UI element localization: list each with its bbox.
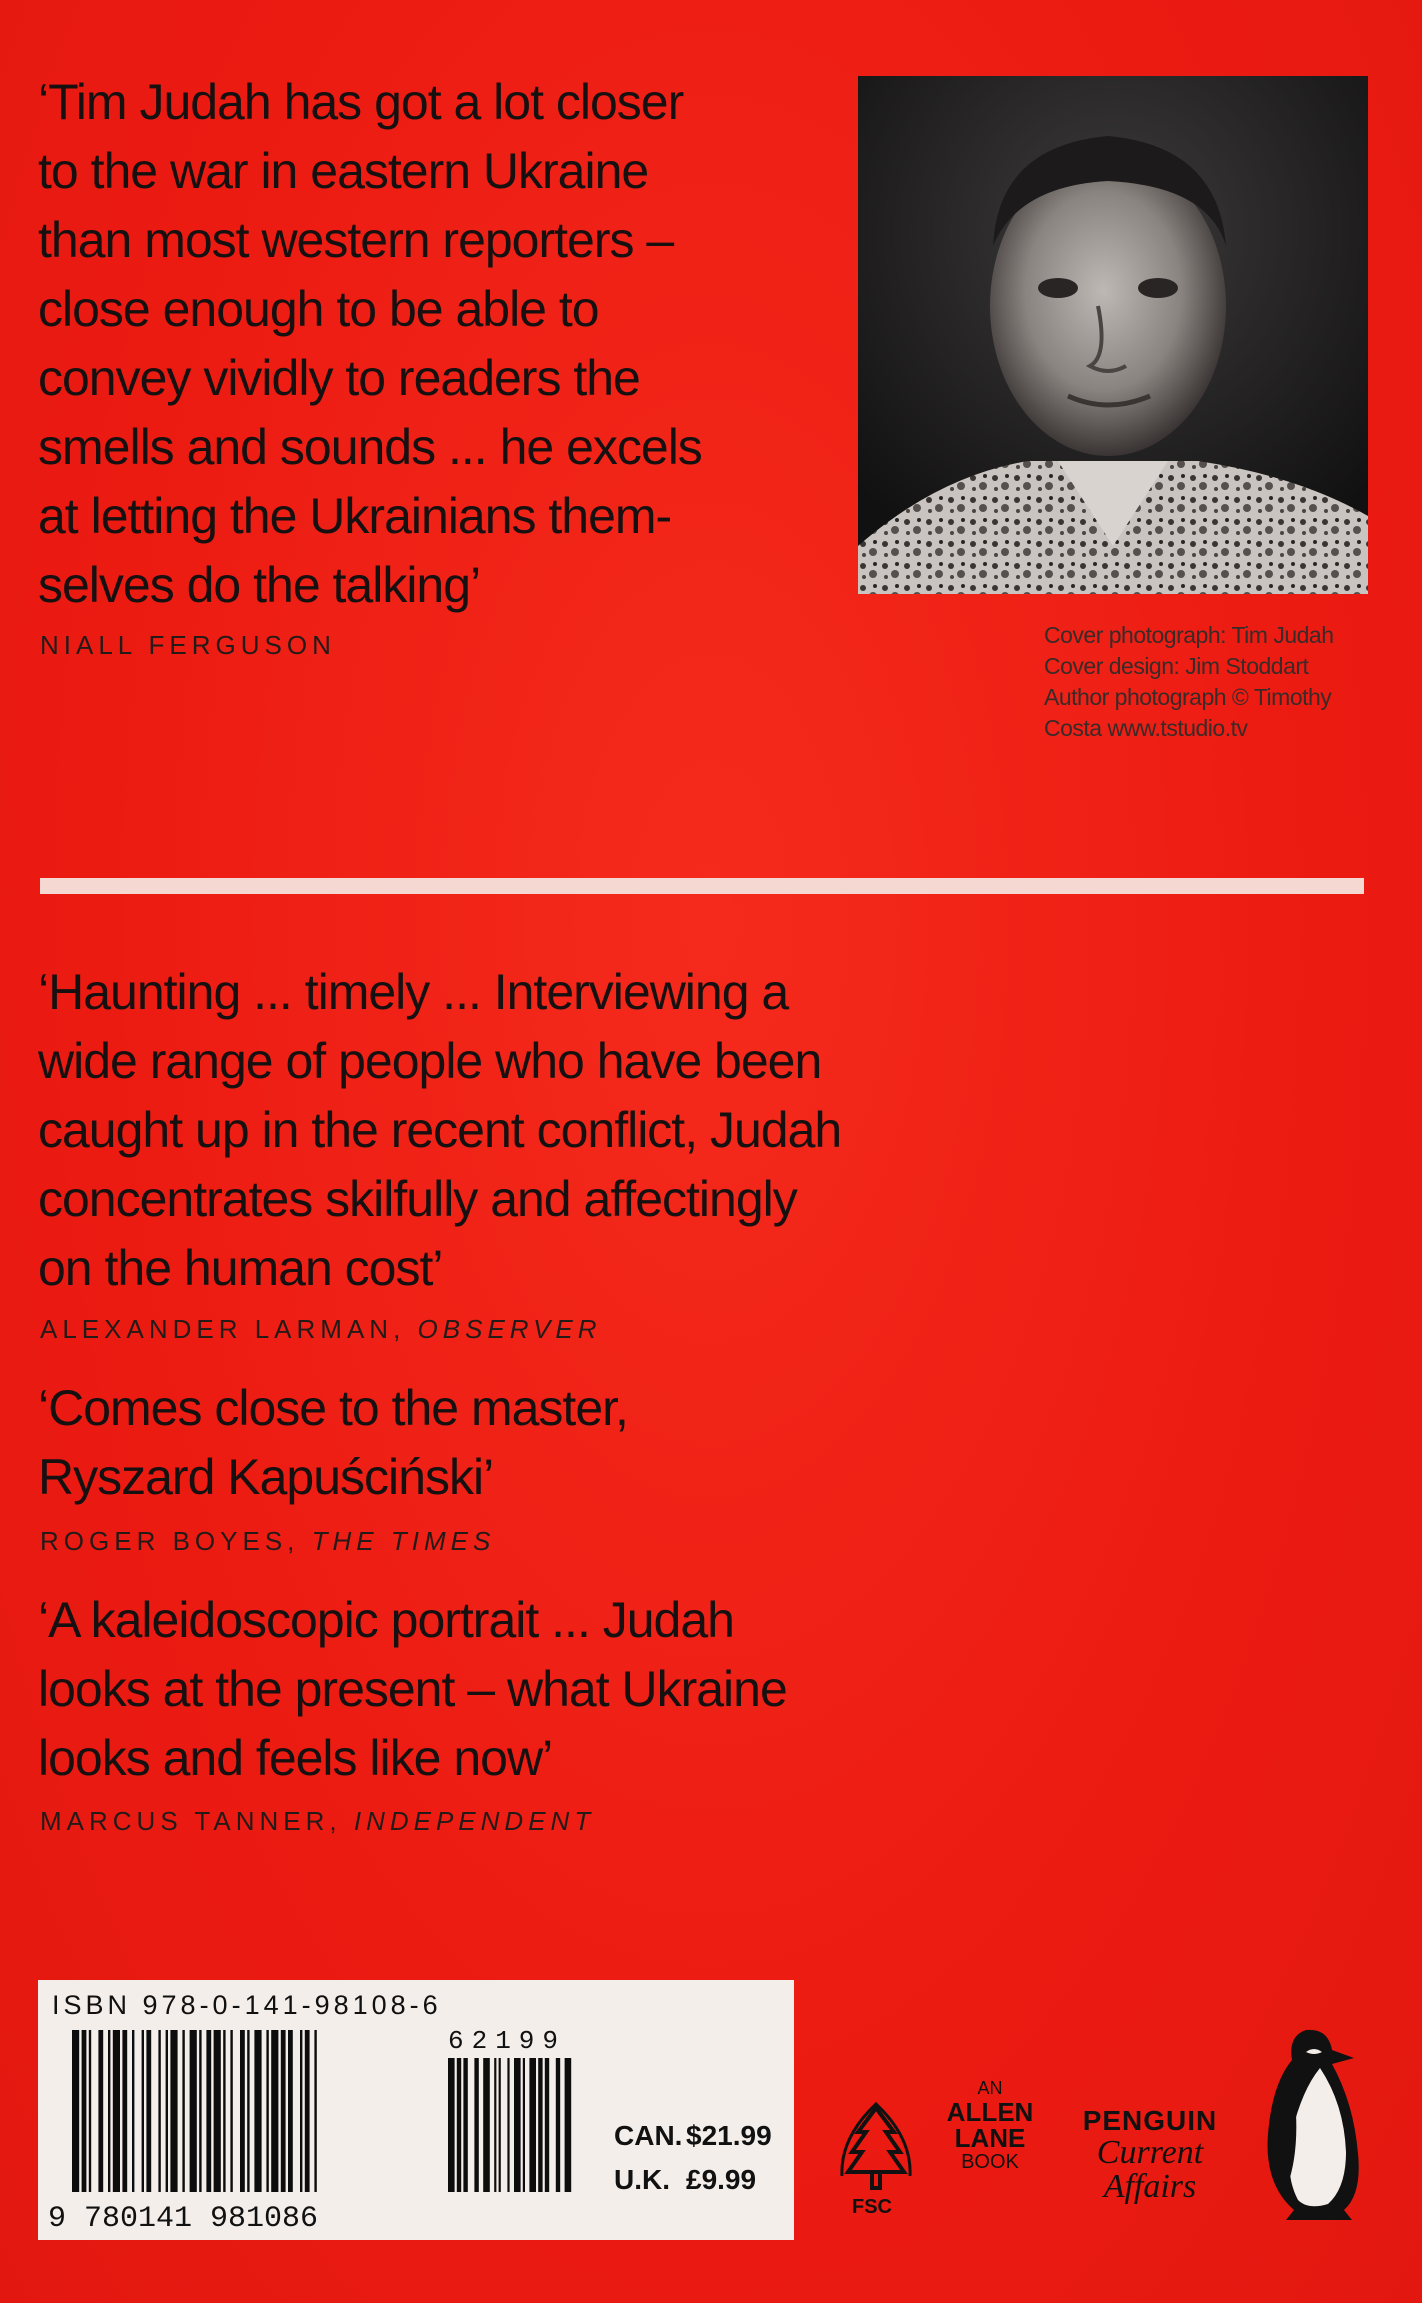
quote-line: convey vividly to readers the bbox=[38, 350, 640, 406]
addon-bar bbox=[545, 2058, 549, 2192]
addon-digits: 62199 bbox=[448, 2030, 567, 2056]
barcode-bar bbox=[271, 2030, 278, 2192]
quote-line: than most western reporters – bbox=[38, 212, 674, 268]
barcode-bar bbox=[300, 2030, 302, 2192]
addon-bar bbox=[448, 2058, 455, 2192]
quote-line: looks at the present – what Ukraine bbox=[38, 1661, 787, 1717]
barcode-bar bbox=[98, 2030, 103, 2192]
attribution-ferguson: NIALL FERGUSON bbox=[40, 630, 336, 660]
photo-credits bbox=[1044, 620, 1334, 744]
quote-line: Ryszard Kapuściński’ bbox=[38, 1449, 494, 1505]
barcode-bar bbox=[108, 2030, 110, 2192]
author-portrait-image bbox=[858, 76, 1368, 594]
barcode-bar bbox=[132, 2030, 134, 2192]
quote-ferguson bbox=[38, 68, 702, 620]
fsc-tree-icon bbox=[836, 2098, 916, 2194]
quote-line: wide range of people who have been bbox=[38, 1033, 822, 1089]
addon-bar bbox=[507, 2058, 509, 2192]
penguin-icon bbox=[1258, 2024, 1368, 2224]
barcode-bar bbox=[305, 2030, 310, 2192]
barcode-bar bbox=[314, 2030, 316, 2192]
barcode-bar bbox=[214, 2030, 221, 2192]
quote-line: smells and sounds ... he excels bbox=[38, 419, 702, 475]
quote-boyes bbox=[38, 1374, 628, 1512]
quote-line: at letting the Ukrainians them- bbox=[38, 488, 672, 544]
addon-bar bbox=[556, 2058, 560, 2192]
quote-line: looks and feels like now’ bbox=[38, 1730, 553, 1786]
fsc-label: FSC bbox=[852, 2196, 892, 2218]
addon-bar bbox=[514, 2058, 521, 2192]
barcode-bar bbox=[82, 2030, 87, 2192]
barcode-bar bbox=[122, 2030, 127, 2192]
quote-line: ‘Comes close to the master, bbox=[38, 1380, 628, 1436]
addon-bar bbox=[474, 2058, 478, 2192]
barcode-bar bbox=[254, 2030, 261, 2192]
barcode-bar bbox=[158, 2030, 160, 2192]
barcode-bar bbox=[281, 2030, 286, 2192]
quote-line: ‘Tim Judah has got a lot closer bbox=[38, 74, 684, 130]
barcode-bar bbox=[223, 2030, 225, 2192]
penguin-series-logo: PENGUIN Current Affairs bbox=[1082, 2105, 1218, 2205]
addon-bar bbox=[565, 2058, 572, 2192]
addon-bar bbox=[463, 2058, 467, 2192]
credit-line: Costa www.tstudio.tv bbox=[1044, 715, 1248, 741]
addon-bar bbox=[523, 2058, 525, 2192]
quote-line: selves do the talking’ bbox=[38, 557, 481, 613]
quote-larman bbox=[38, 958, 841, 1303]
divider-rule bbox=[40, 878, 1364, 894]
barcode-bar bbox=[170, 2030, 177, 2192]
barcode-bar bbox=[72, 2030, 79, 2192]
addon-bar bbox=[483, 2058, 490, 2192]
addon-bar bbox=[529, 2058, 536, 2192]
addon-bar bbox=[538, 2058, 542, 2192]
barcode-bar bbox=[166, 2030, 168, 2192]
allen-lane-logo: AN ALLEN LANE BOOK bbox=[946, 2078, 1034, 2173]
quote-line: to the war in eastern Ukraine bbox=[38, 143, 649, 199]
barcode-bar bbox=[182, 2030, 184, 2192]
barcode-bar bbox=[199, 2030, 201, 2192]
addon-bar bbox=[494, 2058, 496, 2192]
barcode-bar bbox=[206, 2030, 211, 2192]
barcode-bar bbox=[240, 2030, 245, 2192]
attribution-boyes: ROGER BOYES, THE TIMES bbox=[40, 1526, 496, 1556]
addon-bar bbox=[499, 2058, 501, 2192]
barcode-panel bbox=[38, 1980, 794, 2240]
quote-line: ‘A kaleidoscopic portrait ... Judah bbox=[38, 1592, 734, 1648]
barcode-image bbox=[48, 2030, 608, 2230]
addon-bar bbox=[457, 2058, 461, 2192]
barcode-bar bbox=[89, 2030, 91, 2192]
quote-line: caught up in the recent conflict, Judah bbox=[38, 1102, 842, 1158]
quote-line: close enough to be able to bbox=[38, 281, 599, 337]
isbn-text: ISBN 978-0-141-98108-6 bbox=[52, 1990, 442, 2020]
quote-line: on the human cost’ bbox=[38, 1240, 443, 1296]
credit-line: Cover photograph: Tim Judah bbox=[1044, 622, 1334, 648]
barcode-digits: 9 780141 981086 bbox=[48, 2202, 319, 2230]
quote-line: ‘Haunting ... timely ... Interviewing a bbox=[38, 964, 789, 1020]
credit-line: Cover design: Jim Stoddart bbox=[1044, 653, 1309, 679]
attribution-tanner: MARCUS TANNER, INDEPENDENT bbox=[40, 1806, 596, 1836]
price-uk: U.K. £9.99 bbox=[614, 2164, 757, 2195]
barcode-bar bbox=[146, 2030, 151, 2192]
barcode-bar bbox=[142, 2030, 144, 2192]
author-photo bbox=[858, 76, 1368, 594]
attribution-larman: ALEXANDER LARMAN, OBSERVER bbox=[40, 1314, 602, 1344]
quote-line: concentrates skilfully and affectingly bbox=[38, 1171, 797, 1227]
quote-tanner bbox=[38, 1586, 787, 1793]
barcode-bar bbox=[113, 2030, 120, 2192]
barcode-bar bbox=[288, 2030, 293, 2192]
barcode-bar bbox=[230, 2030, 232, 2192]
barcode-bar bbox=[247, 2030, 249, 2192]
barcode-bar bbox=[190, 2030, 197, 2192]
credit-line: Author photograph © Timothy bbox=[1044, 684, 1332, 710]
barcode-bar bbox=[266, 2030, 268, 2192]
price-can: CAN. $21.99 bbox=[614, 2120, 772, 2151]
